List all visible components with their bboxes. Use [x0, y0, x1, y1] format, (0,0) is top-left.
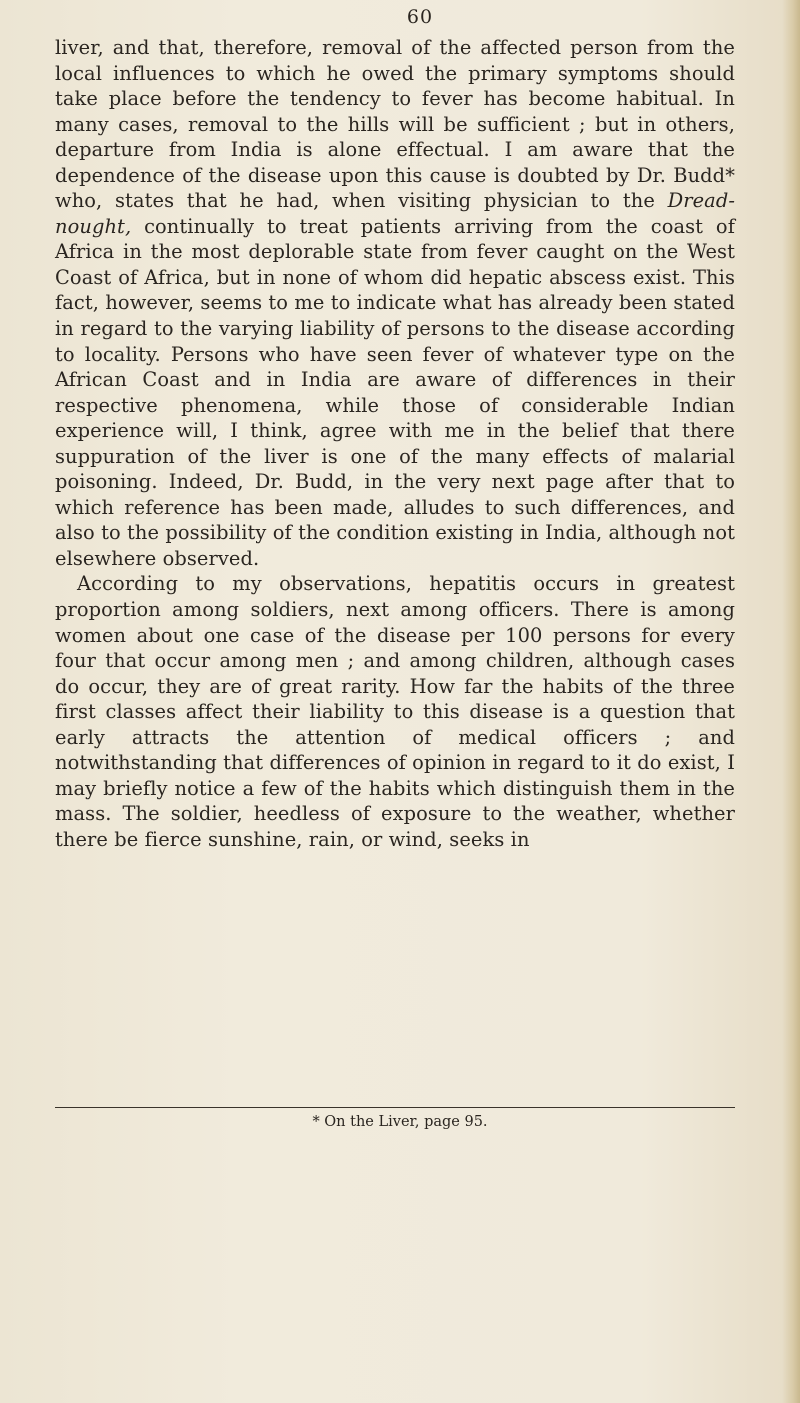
paragraph-1-part-a: liver, and that, therefore, removal of the affected person from the local influences to which he owed the primary symptoms should take place before the tendency to fever has become habitual. In many cases, removal to the hills will be sufficient ; but in others, departure from India is alone effectual. I am aware that the dependence of the disease upon this cause is doubted by Dr. Budd* who, states that he had, when visiting physician to the [55, 36, 735, 213]
page-edge-shadow [782, 0, 800, 1403]
page-number: 60 [406, 6, 434, 28]
ship-name: Dread-nought, [55, 189, 735, 238]
paragraph-1-part-b: continually to treat patients arriving from the coast of Africa in the most deplorable state from fever caught on the West Coast of Africa, but in none of whom did hepatic abscess exist. This fact, however, seems to me to indicate what has already been stated in regard to the varying liability of persons to the disease according to locality. Persons who have seen fever of whatever type on the African Coast and in India are aware of differences in their respective phenomena, while those of considerable Indian experience will, I think, agree with me in the belief that there suppuration of the liver is one of the many effects of malarial poisoning. Indeed, Dr. Budd, in the very next page after that to which reference has been made, alludes to such differences, and also to the possibility of the condition existing in India, although not elsewhere observed. [55, 214, 735, 570]
paragraph-2: According to my observations, hepatitis occurs in greatest proportion among soldiers, next among officers. There is among women about one case of the disease per 100 persons for every four that occur among men ; and among children, although cases do occur, they are of great rarity. How far the habits of the three first classes affect their liability to this disease is a question that early attracts the attention of medical officers ; and notwithstanding that differences of opinion in regard to it do exist, I may briefly notice a few of the habits which distinguish them in the mass. The soldier, heedless of exposure to the weather, whether there be fierce sunshine, rain, or wind, seeks in [55, 572, 735, 851]
footnote: * On the Liver, page 95. [312, 1114, 488, 1130]
footnote-rule [55, 1107, 735, 1108]
body-text [55, 35, 735, 853]
paragraph-1 [55, 35, 735, 571]
